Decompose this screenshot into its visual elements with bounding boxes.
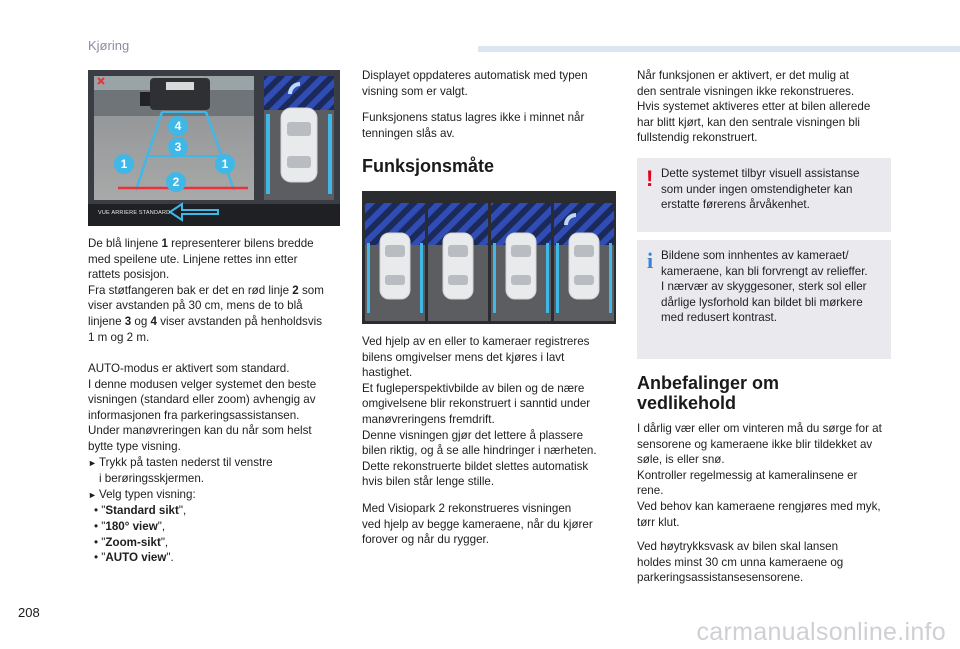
watermark: carmanualsonline.info <box>696 618 946 646</box>
view-caption: VUE ARRIERE STANDARD <box>98 210 171 216</box>
col3-para2: I dårlig vær eller om vinteren må du sørge for at sensorene og kameraene ikke blir tildekket av søle, is eller snø. Kontroller regelmessig at kameralinsene er rene. Ved behov kan kameraene rengjøres med myk, tørr klut. <box>637 422 882 529</box>
header-bar <box>478 46 960 52</box>
section-title: Kjøring <box>88 38 130 53</box>
heading-funksjonsmate: Funksjonsmåte <box>362 156 495 176</box>
rear-camera-figure <box>88 70 340 226</box>
arrow-bullet-icon: ► <box>88 489 97 500</box>
page-number: 208 <box>18 605 40 620</box>
col1-para1: De blå linjene 1 representerer bilens bredde med speilene ute. Linjene rettes inn etter rattets posisjon. Fra støtfangeren bak er det en rød linje 2 som viser avstanden på 30 cm, mens de to blå linjene 3 og 4 viser avstanden på henholdsvis 1 m og 2 m. <box>88 237 324 344</box>
col2-para1: Ved hjelp av en eller to kameraer registreres bilens omgivelser mens det kjøres i lavt hastighet. Et fugleperspektivbilde av bilen og de nære omgivelsene blir rekonstruert i sanntid under manøvreringens fremdrift. Denne visningen gjør det lettere å plassere bilen riktig, og å se alle hindringer i nærheten. Dette rekonstruerte bildet slettes automatisk hvis bilen står lenge stille. <box>362 335 597 489</box>
warning-icon: ! <box>646 166 654 191</box>
arrow-bullet-icon: ► <box>88 457 97 468</box>
col2-intro: Displayet oppdateres automatisk med typen visning som er valgt. <box>362 69 588 98</box>
bird-view-illustration <box>362 191 616 324</box>
col1-para2: AUTO-modus er aktivert som standard. I denne modusen velger systemet den beste visningen (standard eller zoom) avhengig av informasjonen fra parkeringsassistansen. Under manøvreringen kan du når som helst bytte type visning. ► Trykk på tasten nederst til venstre i berøringsskjermen. ► Velg typen visning: • "Standard sikt", • "180° view", • "Zoom-sikt", • "AUTO view". <box>88 362 317 565</box>
info-icon: i <box>647 248 654 273</box>
col2-para2: Med Visiopark 2 rekonstrueres visningen ved hjelp av begge kameraene, når du kjører forover og når du rygger. <box>362 502 593 547</box>
marker-2: 2 <box>166 172 186 192</box>
col3-para3: Ved høytrykksvask av bilen skal lansen holdes minst 30 cm unna kameraene og parkeringsassistansesensorene. <box>637 540 844 585</box>
col3-para1: Når funksjonen er aktivert, er det mulig at den sentrale visningen ikke rekonstrueres. Hvis systemet aktiveres etter at bilen allerede har blitt kjørt, kan den sentrale visningen bli fullstendig rekonstruert. <box>637 69 871 145</box>
marker-1-right: 1 <box>215 154 235 174</box>
info-note <box>637 240 891 359</box>
warning-text: Dette systemet tilbyr visuell assistanse som under ingen omstendigheter kan erstatte førerens årvåkenhet. <box>661 167 860 212</box>
col2-intro2: Funksjonens status lagres ikke i minnet når tenningen slås av. <box>362 111 585 140</box>
bird-view-figure <box>362 191 616 324</box>
rear-camera-illustration <box>88 70 340 226</box>
info-text: Bildene som innhentes av kameraet/ kameraene, kan bli forvrengt av relieffer. I nærvær av skyggesoner, sterk sol eller dårlige lysforhold kan bildet bli mørkere med redusert kontrast. <box>661 249 868 325</box>
marker-1-left: 1 <box>114 154 134 174</box>
heading-vedlikehold: Anbefalinger om vedlikehold <box>637 373 780 413</box>
warning-note <box>637 158 891 232</box>
marker-4: 4 <box>168 116 188 136</box>
marker-3: 3 <box>168 137 188 157</box>
